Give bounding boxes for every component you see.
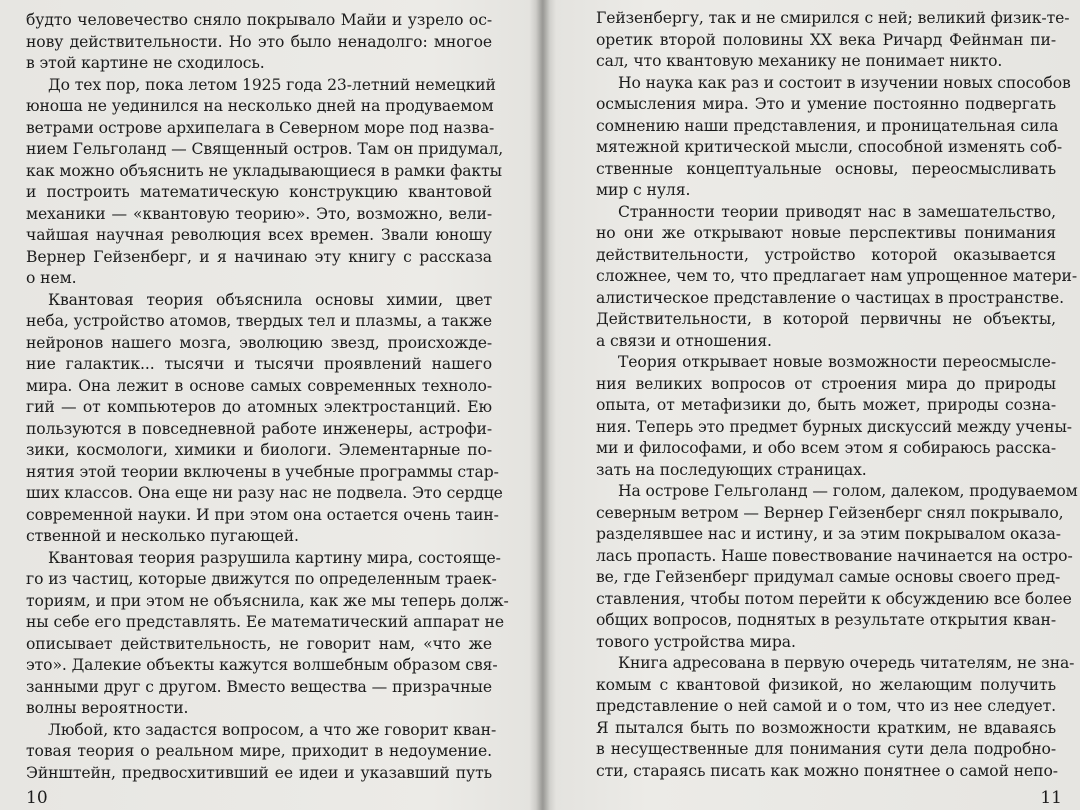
text-line: и построить математическую конструкцию квантовой xyxy=(26,183,492,201)
text-line: о нем. xyxy=(26,269,77,287)
text-line: общих вопросов, поднятых в результате открытия кван- xyxy=(596,611,1056,629)
text-line: занными друг с другом. Вместо вещества — призрачные xyxy=(26,677,492,696)
text-line: Книга адресована в первую очередь читателям, не зна- xyxy=(618,654,1075,672)
book-gutter xyxy=(536,0,550,810)
text-line: представление о ней самой и о том, что из нее следует. xyxy=(596,697,1056,715)
text-line: описывает действительность, не говорит нам, «что же xyxy=(26,634,492,653)
left-page-number: 10 xyxy=(26,788,48,808)
text-line: неба, устройство атомов, твердых тел и плазмы, а также xyxy=(26,312,492,330)
text-line: механики — «квантовую теорию». Это, возможно, вели- xyxy=(26,204,492,223)
text-line: ших классов. Она еще ни разу нас не подвела. Это сердце xyxy=(26,484,503,502)
text-line: зики, космологи, химики и биологи. Элементарные по- xyxy=(26,441,492,459)
text-line: ми и философами, и обо всем этом я собираюсь расска- xyxy=(596,439,1056,457)
text-line: ственные концептуальные основы, переосмысливать xyxy=(596,159,1056,178)
text-line: ние галактик... тысячи и тысячи проявлений нашего xyxy=(26,355,492,373)
text-line: мир с нуля. xyxy=(596,181,691,199)
text-line: товая теория о реальном мире, приходит в недоумение. xyxy=(26,742,492,760)
text-line: сложнее, чем то, что предлагает нам упрощенное матери- xyxy=(596,267,1077,285)
text-line: Квантовая теория разрушила картину мира, состояще- xyxy=(48,548,501,567)
text-line: ставления, чтобы потом перейти к обсуждению все более xyxy=(596,589,1072,608)
text-line: это». Далекие объекты кажутся волшебным образом свя- xyxy=(26,656,498,674)
text-line: комым с квантовой физикой, но желающим получить xyxy=(596,675,1056,694)
text-line: лась пропасть. Наше повествование начинается на остро- xyxy=(596,546,1073,565)
text-line: ния великих вопросов от строения мира до природы xyxy=(596,374,1056,393)
text-line: разделявшее нас и истину, и за этим покрывалом оказа- xyxy=(596,525,1061,543)
text-line: Эйнштейн, предвосхитивший ее идеи и указавший путь xyxy=(26,763,492,782)
text-line: Но наука как раз и состоит в изучении новых способов xyxy=(618,73,1071,92)
text-line: Действительности, в которой первичны не объекты, xyxy=(596,310,1056,328)
text-line: будто человечество сняло покрывало Майи и узрело ос- xyxy=(26,11,492,29)
text-line: ны себе его представлять. Ее математический аппарат не xyxy=(26,613,504,631)
text-line: но они же открывают новые перспективы понимания xyxy=(596,224,1056,242)
right-page-body xyxy=(596,8,1078,782)
text-line: в этой картине не сходилось. xyxy=(26,54,265,72)
text-line: Квантовая теория объяснила основы химии, цвет xyxy=(48,290,492,309)
text-line: ственной и несколько пугающей. xyxy=(26,527,299,545)
right-page xyxy=(596,0,1078,810)
text-line: в несущественные для понимания сути дела подробно- xyxy=(596,740,1056,758)
text-line: Я пытался быть по возможности кратким, не вдаваясь xyxy=(596,718,1056,737)
text-line: современной науки. И при этом она остается очень таин- xyxy=(26,505,499,524)
right-page-number: 11 xyxy=(1040,788,1062,808)
text-line: Гейзенбергу, так и не смирился с ней; великий физик-те- xyxy=(596,9,1070,27)
text-line: нятия этой теории включены в учебные программы стар- xyxy=(26,462,499,481)
text-line: мира. Она лежит в основе самых современных техноло- xyxy=(26,376,492,395)
text-line: зать на последующих страницах. xyxy=(596,460,867,479)
text-line: а связи и отношения. xyxy=(596,331,772,350)
text-line: ветрами острове архипелага в Северном море под назва- xyxy=(26,118,495,137)
text-line: как можно объяснить не укладывающиеся в рамки факты xyxy=(26,161,502,180)
text-line: оретик второй половины XX века Ричард Фейнман пи- xyxy=(596,30,1056,49)
text-line: ве, где Гейзенберг придумал самые основы своего пред- xyxy=(596,568,1061,586)
text-line: До тех пор, пока летом 1925 года 23-летний немецкий xyxy=(48,75,496,94)
text-line: волны вероятности. xyxy=(26,699,189,717)
text-line: гий — от компьютеров до атомных электростанций. Ею xyxy=(26,398,492,416)
text-line: Вернер Гейзенберг, и я начинаю эту книгу с рассказа xyxy=(26,247,492,266)
text-line: Странности теории приводят нас в замешательство, xyxy=(618,202,1056,221)
text-line: сти, стараясь писать как можно понятнее о самой непо- xyxy=(596,761,1058,780)
left-page-body xyxy=(26,10,509,784)
text-line: осмысления мира. Это и умение постоянно подвергать xyxy=(596,95,1056,113)
text-line: пользуются в повседневной работе инженеры, астрофи- xyxy=(26,419,492,438)
text-line: северным ветром — Вернер Гейзенберг снял покрывало, xyxy=(596,503,1064,522)
text-line: действительности, устройство которой оказывается xyxy=(596,245,1056,264)
text-line: тового устройства мира. xyxy=(596,632,796,651)
text-line: нейронов нашего мозга, эволюцию звезд, происхожде- xyxy=(26,333,492,352)
text-line: Любой, кто задастся вопросом, а что же говорит кван- xyxy=(48,720,497,739)
text-line: ния. Теперь это предмет бурных дискуссий между учены- xyxy=(596,417,1072,436)
text-line: юноша не уединился на несколько дней на продуваемом xyxy=(26,97,494,115)
text-line: чайшая научная революция всех времен. Звали юношу xyxy=(26,226,492,244)
left-page xyxy=(26,0,509,810)
text-line: сомнению наши представления, и проницательная сила xyxy=(596,116,1059,135)
text-line: На острове Гельголанд — голом, далеком, продуваемом xyxy=(618,482,1078,500)
text-line: сал, что квантовую механику не понимает никто. xyxy=(596,52,1003,70)
text-line: нием Гельголанд — Священный остров. Там он придумал, xyxy=(26,140,504,158)
text-line: Теория открывает новые возможности переосмысле- xyxy=(618,353,1056,371)
text-line: ториям, и при этом не объяснила, как же мы теперь долж- xyxy=(26,591,509,610)
text-line: опыта, от метафизики до, быть может, природы созна- xyxy=(596,396,1056,414)
text-line: алистическое представление о частицах в пространстве. xyxy=(596,288,1065,307)
text-line: нову действительности. Но это было ненадолго: многое xyxy=(26,32,492,51)
text-line: мятежной критической мысли, способной изменять соб- xyxy=(596,138,1063,156)
text-line: го из частиц, которые движутся по определенным траек- xyxy=(26,570,497,588)
